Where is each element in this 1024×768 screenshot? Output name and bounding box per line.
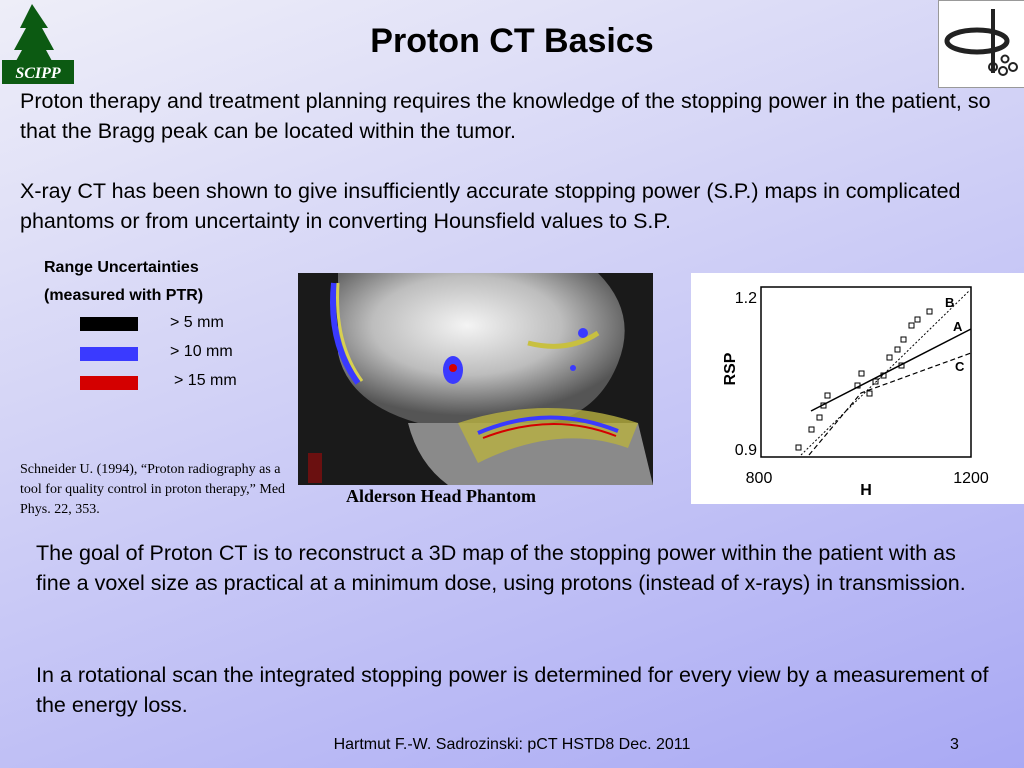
y-tick-bottom: 0.9 <box>734 442 757 459</box>
rsp-vs-h-graph <box>691 273 1024 504</box>
slide-title: Proton CT Basics <box>370 22 654 60</box>
y-axis-label: RSP <box>722 352 739 386</box>
paragraph-goal-proton-ct: The goal of Proton CT is to reconstruct a 3D map of the stopping power within the patient with as fine a voxel size as practical at a minimum dose, using protons (instead of x-rays) in transmission. <box>36 541 966 595</box>
paragraph-xray-ct: X-ray CT has been shown to give insufficiently accurate stopping power (S.P.) maps in complicated phantoms or from uncertainty in converting Hounsfield values to S.P. <box>20 179 961 233</box>
legend-title-line1: Range Uncertainties <box>44 259 199 276</box>
data-points <box>796 309 932 450</box>
legend-swatch-blue <box>80 347 138 361</box>
alderson-head-phantom-image <box>298 273 653 485</box>
legend-swatch-red <box>80 376 138 390</box>
legend-label-10mm: > 10 mm <box>170 343 233 360</box>
scipp-logo-text: SCIPP <box>15 65 61 82</box>
curve-label-a: A <box>953 319 963 334</box>
paragraph-proton-therapy: Proton therapy and treatment planning requires the knowledge of the stopping power in the patient, so that the Bragg peak can be located within the tumor. <box>20 89 991 143</box>
curve-a-line <box>811 329 971 411</box>
y-tick-top: 1.2 <box>734 290 757 307</box>
slide-footer: Hartmut F.-W. Sadrozinski: pCT HSTD8 Dec. 2011 <box>333 736 691 753</box>
legend-label-5mm: > 5 mm <box>170 314 224 331</box>
page-number: 3 <box>950 736 959 753</box>
x-axis-label: H <box>860 482 872 499</box>
x-tick-right: 1200 <box>953 470 989 487</box>
curve-label-c: C <box>955 359 965 374</box>
curve-label-b: B <box>945 295 955 310</box>
legend-title-line2: (measured with PTR) <box>44 287 204 304</box>
institution-logo <box>938 0 1024 88</box>
x-tick-left: 800 <box>745 470 773 487</box>
legend-title <box>44 254 244 310</box>
citation-text: Schneider U. (1994), “Proton radiography as a tool for quality control in proton therapy,” Med Phys. 22, 353. <box>20 462 286 517</box>
paragraph-rotational-scan: In a rotational scan the integrated stopping power is determined for every view by a measurement of the energy loss. <box>36 663 989 717</box>
phantom-caption: Alderson Head Phantom <box>346 486 537 506</box>
legend-swatch-black <box>80 317 138 331</box>
legend-label-15mm: > 15 mm <box>174 372 237 389</box>
